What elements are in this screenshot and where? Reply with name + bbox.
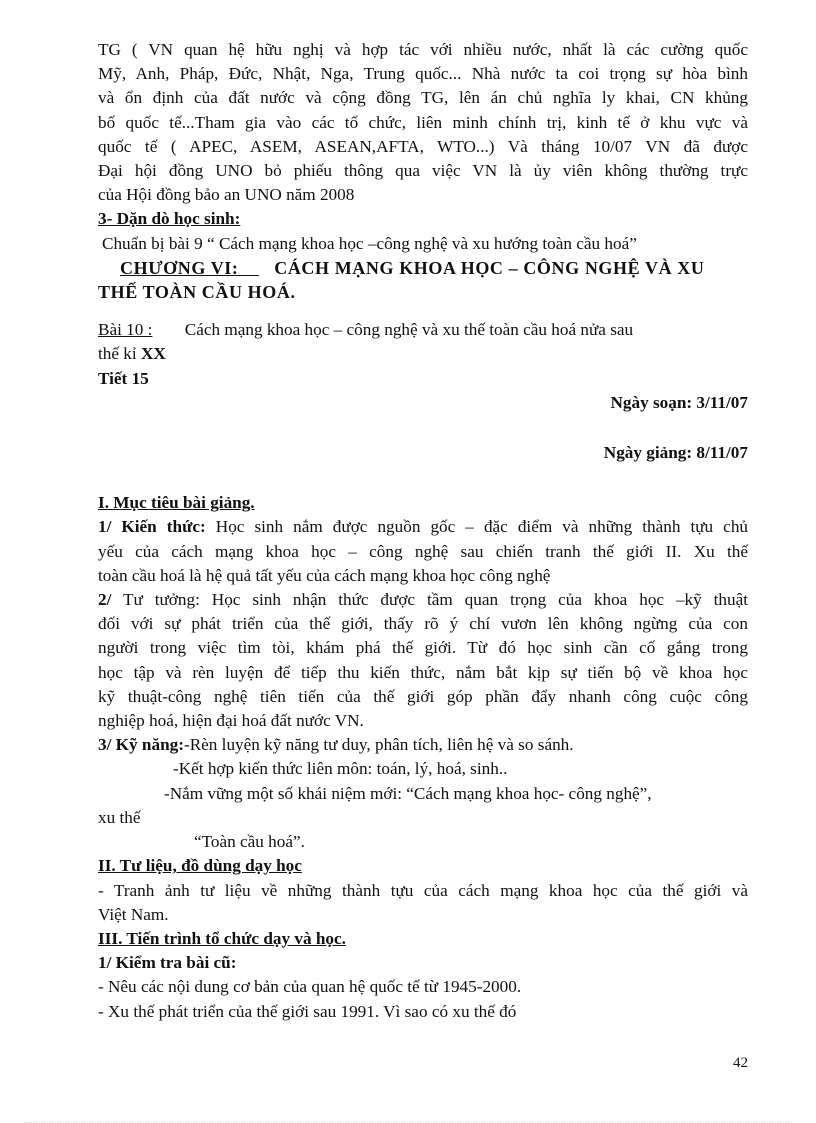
intro-line: TG ( VN quan hệ hữu nghị và hợp tác với nhiều nước, nhất là các cường quốc [98, 40, 748, 59]
knowledge-line: yếu của cách mạng khoa học – công nghệ sau chiến tranh thế giới II. Xu thế [98, 541, 748, 561]
knowledge-text: Học sinh nắm được nguồn gốc – đặc điểm và những thành tựu chủ [215, 517, 749, 537]
lesson-label: Bài 10 : [98, 320, 153, 340]
prep-date-value: 3/11/07 [696, 392, 748, 412]
intro-line: quốc tế ( APEC, ASEM, ASEAN,AFTA, WTO...) Và tháng 10/07 VN đã được [98, 136, 748, 156]
chapter-title [98, 256, 748, 280]
chapter-title-line1: CÁCH MẠNG KHOA HỌC – CÔNG NGHỆ VÀ XU [274, 257, 705, 278]
thought-line: học tập và rèn luyện để tiếp thu kiến thức, nắm bắt kịp sự tiến bộ về khoa học [98, 662, 748, 682]
skill-label: 3/ Kỹ năng: [98, 735, 184, 755]
skill-line: xu thế [98, 807, 141, 827]
knowledge-label: 1/ Kiến thức: [98, 517, 206, 537]
lesson-title-part1: Cách mạng khoa học – công nghệ và xu thế toàn cầu hoá nửa sau [184, 320, 634, 340]
review-question: - Xu thế phát triển của thế giới sau 1991. Vì sao có xu thế đó [98, 1001, 517, 1021]
thought-line: người trong việc tìm tòi, khám phá thế giới. Từ đó học sinh cần cố gắng trong [98, 638, 748, 658]
thought-line: kỹ thuật-công nghệ tiên tiến của thế giới góp phần đẩy nhanh công cuộc công [98, 686, 748, 706]
lesson-title-century: XX [140, 344, 166, 364]
skill-line: “Toàn cầu hoá”. [194, 832, 305, 852]
thought-paragraph [98, 588, 748, 733]
teach-date-label: Ngày giảng: [603, 443, 693, 463]
thought-line [98, 588, 748, 612]
intro-line: Đại hội đồng UNO bỏ phiếu thông qua việc VN là ủy viên không thường trực [98, 161, 748, 181]
teach-date [98, 441, 748, 465]
skill-line: -Nắm vững một số khái niệm mới: “Cách mạng khoa học- công nghệ”, [164, 783, 652, 803]
intro-paragraph [98, 38, 748, 207]
lesson-period: Tiết 15 [98, 368, 149, 388]
knowledge-line [98, 515, 748, 539]
intro-line: Mỹ, Anh, Pháp, Đức, Nhật, Nga, Trung quốc... Nhà nước ta coi trọng sự hòa bình [98, 64, 748, 84]
lesson-title [98, 318, 748, 342]
review-question: - Nêu các nội dung cơ bản của quan hệ quốc tế từ 1945-2000. [98, 977, 522, 997]
knowledge-paragraph [98, 515, 748, 588]
knowledge-line: toàn cầu hoá là hệ quả tất yếu của cách mạng khoa học công nghệ [98, 565, 551, 585]
intro-line: bố quốc tế...Tham gia vào các tổ chức, liên minh chính trị, kinh tế ở khu vực và [98, 112, 748, 132]
intro-line: và ổn định của đất nước và cộng đồng TG, lên án chủ nghĩa ly khai, CN khủng [98, 88, 748, 108]
skill-line: -Kết hợp kiến thức liên môn: toán, lý, hoá, sinh.. [173, 759, 508, 779]
thought-label: 2/ [98, 590, 112, 610]
skill-text: -Rèn luyện kỹ năng tư duy, phân tích, liên hệ và so sánh. [183, 735, 574, 755]
lesson-title-cont [98, 342, 748, 366]
prep-date-label: Ngày soạn: [610, 392, 693, 412]
page-number: 42 [733, 1055, 748, 1071]
thought-label-rest: Tư tưởng: [122, 590, 200, 610]
section2-line: - Tranh ảnh tư liệu về những thành tựu của cách mạng khoa học của thế giới và [98, 880, 748, 900]
document-page [98, 38, 748, 1024]
thought-text: Học sinh nhận thức được tầm quan trọng của khoa học –kỹ thuật [211, 590, 749, 610]
homework-heading: 3- Dặn dò học sinh: [98, 209, 241, 229]
thought-line: đối với sự phát triển của thế giới, thấy rõ ý chí vươn lên không ngừng của con [98, 614, 748, 634]
prep-date [98, 391, 748, 415]
chapter-label: CHƯƠNG VI: [120, 257, 239, 278]
section3-subheading: 1/ Kiểm tra bài cũ: [98, 953, 237, 973]
intro-line: của Hội đồng bảo an UNO năm 2008 [98, 185, 355, 205]
teach-date-value: 8/11/07 [696, 443, 748, 463]
homework-text: Chuẩn bị bài 9 “ Cách mạng khoa học –công nghệ và xu hướng toàn cầu hoá” [102, 233, 637, 253]
lesson-title-part2: thế kỉ [98, 344, 137, 364]
thought-line: nghiệp hoá, hiện đại hoá đất nước VN. [98, 711, 364, 731]
chapter-title-line2: THẾ TOÀN CẦU HOÁ. [98, 282, 296, 303]
skill-line [98, 733, 748, 757]
section3-heading: III. Tiến trình tổ chức dạy và học. [98, 928, 346, 948]
section2-heading: II. Tư liệu, đồ dùng dạy học [98, 856, 302, 876]
section1-heading: I. Mục tiêu bài giảng. [98, 493, 255, 513]
section2-line: Việt Nam. [98, 904, 169, 924]
